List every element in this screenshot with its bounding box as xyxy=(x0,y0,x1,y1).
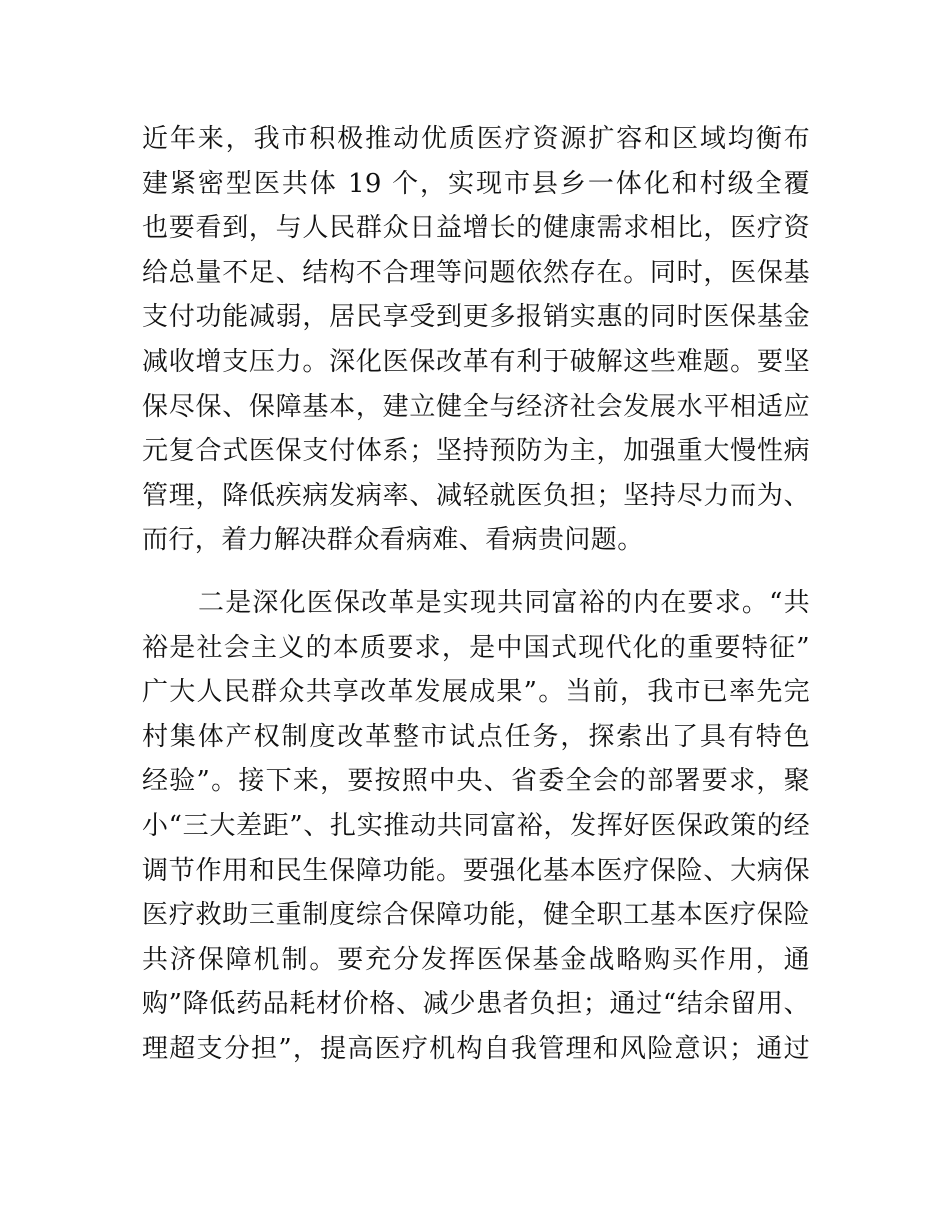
paragraph-2-line: 调节作用和民生保障功能。要强化基本医疗保险、大病保 xyxy=(142,855,810,886)
paragraph-1-line: 支付功能减弱，居民享受到更多报销实惠的同时医保基金 xyxy=(142,302,810,333)
paragraph-2-line: 购”降低药品耗材价格、减少患者负担；通过“结余留用、 xyxy=(142,989,810,1020)
paragraph-2-line: 广大人民群众共享改革发展成果”。当前，我市已率先完 xyxy=(142,677,810,708)
paragraph-1-line: 减收增支压力。深化医保改革有利于破解这些难题。要坚 xyxy=(142,346,810,377)
paragraph-2-line: 经验”。接下来，要按照中央、省委全会的部署要求，聚 xyxy=(142,766,810,797)
paragraph-1-line: 也要看到，与人民群众日益增长的健康需求相比，医疗资 xyxy=(142,213,810,244)
paragraph-1-line: 而行，着力解决群众看病难、看病贵问题。 xyxy=(142,525,644,556)
paragraph-2-line: 理超支分担”，提高医疗机构自我管理和风险意识；通过 xyxy=(142,1033,810,1064)
paragraph-1-line: 管理，降低疾病发病率、减轻就医负担；坚持尽力而为、 xyxy=(142,480,810,511)
paragraph-2 xyxy=(142,581,810,1072)
paragraph-2-line: 医疗救助三重制度综合保障功能，健全职工基本医疗保险 xyxy=(142,900,810,931)
paragraph-2-line: 小“三大差距”、扎实推动共同富裕，发挥好医保政策的经 xyxy=(142,810,810,841)
paragraph-1 xyxy=(142,117,810,563)
paragraph-1-line: 保尽保、保障基本，建立健全与经济社会发展水平相适应 xyxy=(142,391,810,422)
paragraph-2-line: 村集体产权制度改革整市试点任务，探索出了具有特色 xyxy=(142,721,810,752)
paragraph-2-line: 共济保障机制。要充分发挥医保基金战略购买作用，通 xyxy=(142,944,810,975)
paragraph-gap xyxy=(142,563,810,581)
paragraph-1-line: 近年来，我市积极推动优质医疗资源扩容和区域均衡布 xyxy=(142,124,810,154)
paragraph-1-line: 建紧密型医共体 19 个，实现市县乡一体化和村级全覆 xyxy=(142,168,810,199)
paragraph-2-line: 裕是社会主义的本质要求，是中国式现代化的重要特征” xyxy=(142,632,810,663)
document-body xyxy=(142,117,810,1071)
paragraph-1-line: 给总量不足、结构不合理等问题依然存在。同时，医保基 xyxy=(142,257,810,288)
paragraph-1-line: 元复合式医保支付体系；坚持预防为主，加强重大慢性病 xyxy=(142,436,810,467)
paragraph-2-line: 二是深化医保改革是实现共同富裕的内在要求。“共 xyxy=(198,587,810,618)
